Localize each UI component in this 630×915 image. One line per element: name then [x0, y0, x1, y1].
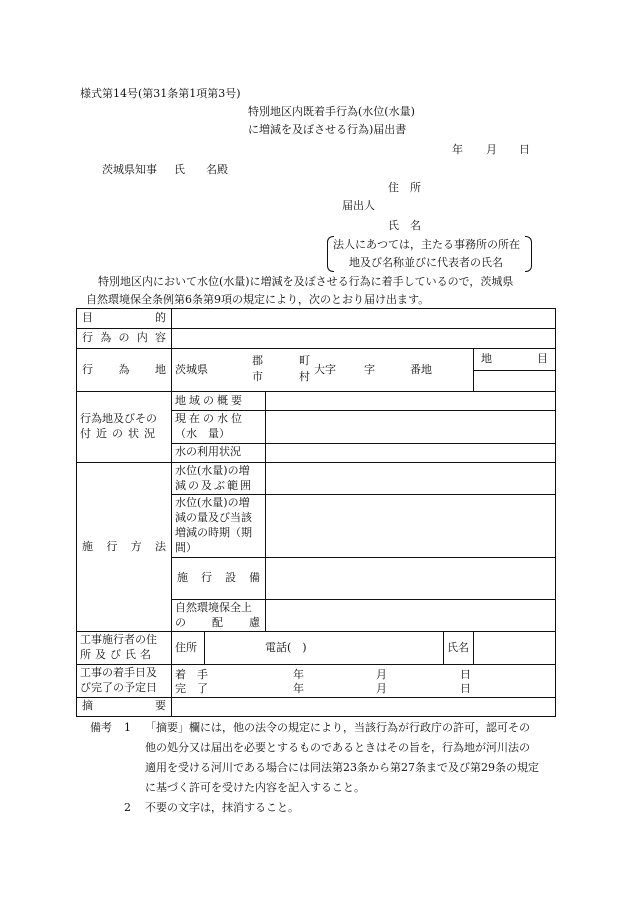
contractor-name-field[interactable]	[474, 632, 556, 665]
addressee-pref: 茨城県知事	[102, 163, 157, 176]
note-2-text: 不要の文字は，抹消すること。	[145, 801, 299, 814]
note-1-line-1: 「摘要」欄には，他の法令の規定により，当該行為が行政庁の許可，認可その	[145, 721, 530, 734]
site-use-field[interactable]	[266, 443, 556, 462]
method-label: 施 行 方 法	[77, 462, 172, 632]
loc-cho: 町	[299, 354, 310, 367]
notifier-address-label: 住 所	[388, 181, 421, 194]
notifier-role-label: 届出人	[342, 199, 375, 212]
start-day: 日	[460, 667, 471, 681]
finish-day: 日	[460, 681, 471, 695]
intro-line-1: 特別地区内において水位(水量)に増減を及ぼさせる行為に着手しているので，茨城県	[98, 275, 514, 288]
method-amount-label: 水位(水量)の増 減の量及び当該 増減の時期（期 間）	[172, 495, 266, 557]
land-category-label: 地 目	[474, 349, 556, 371]
loc-gun: 郡	[252, 354, 263, 367]
method-facility-field[interactable]	[266, 557, 556, 599]
intro-line-2: 自然環境保全条例第6条第9項の規定により，次のとおり届け出ます。	[86, 293, 430, 306]
form-number: 様式第14号(第31条第1項第3号)	[80, 87, 241, 100]
location-field[interactable]	[172, 349, 474, 392]
contractor-name-label: 氏名	[444, 632, 474, 665]
content-field[interactable]	[172, 329, 556, 349]
site-use-label: 水の利用状況	[172, 443, 266, 462]
notes-label: 備考	[90, 721, 112, 734]
corp-note-line-2: 地及び名称並びに代表者の氏名	[349, 256, 503, 269]
contractor-tel-label: 電話( )	[265, 640, 307, 654]
note-1-line-4: に基づく許可を受けた内容を記入すること。	[145, 781, 365, 794]
form-title-line-1: 特別地区内既着手行為(水位(水量)	[248, 105, 415, 118]
notification-table	[76, 308, 556, 717]
remarks-label: 摘 要	[77, 697, 172, 716]
loc-son: 村	[299, 370, 310, 383]
method-range-label: 水位(水量)の増 減の及ぶ範囲	[172, 462, 266, 495]
finish-month: 月	[376, 681, 387, 695]
form-title-line-2: に増減を及ぼさせる行為)届出書	[248, 123, 407, 136]
site-water-field[interactable]	[266, 411, 556, 444]
schedule-label: 工事の着手日及 び完了の予定日	[77, 665, 172, 698]
date-day: 日	[519, 143, 530, 156]
site-status-label: 行為地及びその 付近の状況	[77, 392, 172, 463]
loc-banchi: 番地	[410, 363, 432, 376]
site-area-label: 地域の概要	[172, 392, 266, 411]
contractor-label: 工事施行者の住 所及び氏名	[77, 632, 172, 665]
note-1-line-3: 適用を受ける河川である場合には同法第23条から第27条まで及び第29条の規定	[145, 761, 539, 774]
loc-shi: 市	[252, 370, 263, 383]
date-year: 年	[452, 143, 463, 156]
land-category-field[interactable]	[474, 370, 556, 392]
loc-aza: 字	[364, 363, 375, 376]
addressee-name-1: 氏	[174, 163, 185, 176]
site-water-label: 現在の水位 （水 量）	[172, 411, 266, 444]
method-env-field[interactable]	[266, 599, 556, 632]
date-month: 月	[486, 143, 497, 156]
location-label: 行 為 地	[77, 349, 172, 392]
contractor-address-field[interactable]	[205, 632, 444, 665]
note-1-line-2: 他の処分又は届出を必要とするものであるときはその旨を，行為地が河川法の	[145, 741, 530, 754]
remarks-field[interactable]	[172, 697, 556, 716]
start-year: 年	[293, 667, 304, 681]
purpose-field[interactable]	[172, 309, 556, 329]
method-env-label: 自然環境保全上 の 配 慮	[172, 599, 266, 632]
addressee-name-2: 名殿	[206, 163, 228, 176]
site-area-field[interactable]	[266, 392, 556, 411]
method-facility-label: 施 行 設 備	[172, 557, 266, 599]
start-label: 着 手	[175, 667, 208, 681]
content-label: 行 為 の 内 容	[77, 329, 172, 349]
notifier-name-label: 氏 名	[388, 219, 421, 232]
schedule-field[interactable]	[172, 665, 556, 698]
note-1-number: 1	[124, 721, 131, 734]
finish-year: 年	[293, 681, 304, 695]
loc-oaza: 大字	[314, 363, 336, 376]
purpose-label: 目 的	[77, 309, 172, 329]
method-amount-field[interactable]	[266, 495, 556, 557]
contractor-address-label: 住所	[172, 632, 205, 665]
note-2-number: 2	[124, 801, 131, 814]
corp-note-line-1: 法人にあつては，主たる事務所の所在	[333, 238, 520, 251]
method-range-field[interactable]	[266, 462, 556, 495]
finish-label: 完 了	[175, 681, 208, 695]
loc-pref: 茨城県	[175, 363, 208, 376]
start-month: 月	[376, 667, 387, 681]
